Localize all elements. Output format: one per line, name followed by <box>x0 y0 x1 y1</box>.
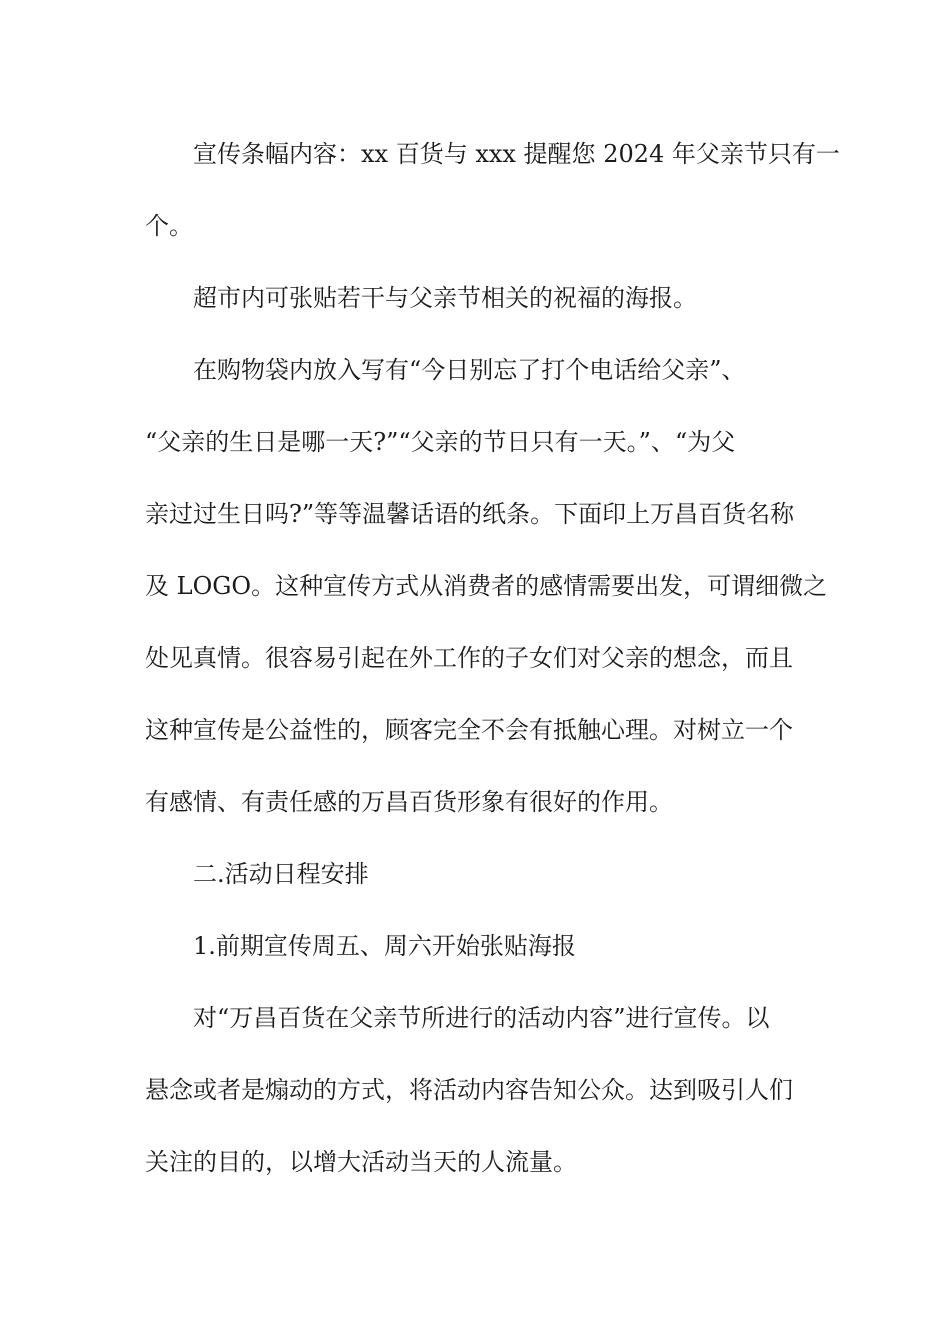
paragraph-pre-promo-line-2: 悬念或者是煽动的方式，将活动内容告知公众。达到吸引人们 <box>145 1076 793 1104</box>
paragraph-banner-line-1: 宣传条幅内容：xx 百货与 xxx 提醒您 2024 年父亲节只有一 <box>193 140 840 168</box>
paragraph-shopping-bag-line-7: 有感情、有责任感的万昌百货形象有很好的作用。 <box>145 788 673 816</box>
document-body <box>145 118 840 1198</box>
paragraph-shopping-bag-line-1: 在购物袋内放入写有“今日别忘了打个电话给父亲”、 <box>193 356 746 384</box>
subsection-heading-pre-promo: 1.前期宣传周五、周六开始张贴海报 <box>193 932 576 960</box>
paragraph-pre-promo-line-1: 对“万昌百货在父亲节所进行的活动内容”进行宣传。以 <box>193 1004 770 1032</box>
paragraph-posters-line-1: 超市内可张贴若干与父亲节相关的祝福的海报。 <box>193 284 697 312</box>
paragraph-shopping-bag-line-4: 及 LOGO。这种宣传方式从消费者的感情需要出发，可谓细微之 <box>145 572 828 600</box>
paragraph-pre-promo-line-3: 关注的目的，以增大活动当天的人流量。 <box>145 1148 577 1176</box>
paragraph-shopping-bag-line-6: 这种宣传是公益性的，顾客完全不会有抵触心理。对树立一个 <box>145 716 793 744</box>
paragraph-banner-line-2: 个。 <box>145 212 193 240</box>
section-heading-schedule: 二.活动日程安排 <box>193 860 369 888</box>
paragraph-shopping-bag-line-5: 处见真情。很容易引起在外工作的子女们对父亲的想念，而且 <box>145 644 793 672</box>
paragraph-shopping-bag-line-2: “父亲的生日是哪一天?”“父亲的节日只有一天。”、“为父 <box>145 428 736 456</box>
paragraph-shopping-bag-line-3: 亲过过生日吗?”等等温馨话语的纸条。下面印上万昌百货名称 <box>145 500 795 528</box>
